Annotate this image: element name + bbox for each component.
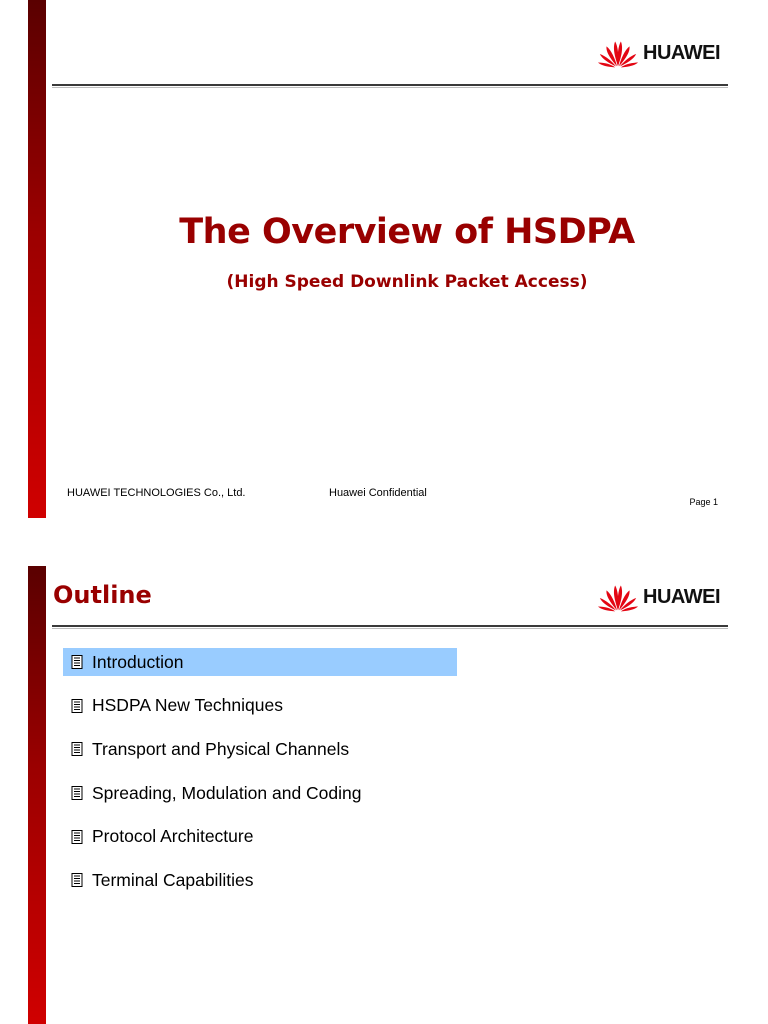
outline-item-label: Protocol Architecture xyxy=(92,826,254,847)
header-rule xyxy=(52,84,728,86)
slide-subtitle: (High Speed Downlink Packet Access) xyxy=(226,272,588,292)
outline-item[interactable] xyxy=(63,648,457,676)
footer-company: HUAWEI TECHNOLOGIES Co., Ltd. xyxy=(67,487,246,499)
outline-item[interactable] xyxy=(63,692,457,720)
huawei-petals-icon xyxy=(597,581,639,613)
outline-item-label: Spreading, Modulation and Coding xyxy=(92,782,362,803)
outline-item[interactable] xyxy=(63,735,457,763)
huawei-petals-icon xyxy=(597,37,639,69)
outline-item[interactable] xyxy=(63,779,457,807)
left-accent-bar xyxy=(28,566,46,1024)
outline-slide xyxy=(0,566,768,1024)
outline-item-label: HSDPA New Techniques xyxy=(92,695,283,716)
huawei-logo xyxy=(597,36,720,70)
outline-item[interactable] xyxy=(63,866,457,894)
outline-item-label: Terminal Capabilities xyxy=(92,869,254,890)
logo-wordmark: HUAWEI xyxy=(643,585,720,608)
page-number: Page 1 xyxy=(689,497,718,507)
footer-confidential: Huawei Confidential xyxy=(329,487,427,499)
document-list-icon xyxy=(71,742,83,756)
document-list-icon xyxy=(71,786,83,800)
logo-wordmark: HUAWEI xyxy=(643,41,720,64)
slide-title: The Overview of HSDPA xyxy=(179,212,635,252)
document-list-icon xyxy=(71,873,83,887)
document-list-icon xyxy=(71,655,83,669)
document-list-icon xyxy=(71,699,83,713)
huawei-logo xyxy=(597,580,720,614)
outline-item-label: Introduction xyxy=(92,651,184,672)
outline-title: Outline xyxy=(53,581,152,609)
left-accent-bar xyxy=(28,0,46,518)
header-rule xyxy=(52,625,728,627)
document-list-icon xyxy=(71,830,83,844)
outline-item-label: Transport and Physical Channels xyxy=(92,738,350,759)
outline-list xyxy=(63,648,457,910)
outline-item[interactable] xyxy=(63,823,457,851)
